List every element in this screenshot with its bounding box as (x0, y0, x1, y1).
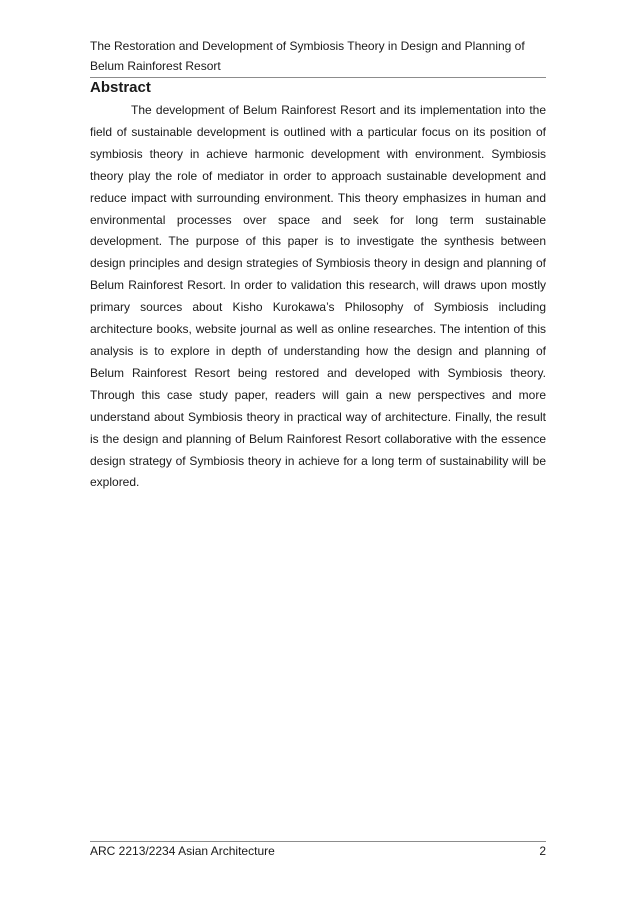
abstract-heading: Abstract (90, 79, 151, 96)
abstract-paragraph: The development of Belum Rainforest Resort and its implementation into the field of sustainable development is outlined with a particular focus on its position of symbiosis theory in achieve harmonic development with environment. Symbiosis theory play the role of mediator in order to approach sustainable development and reduce impact with surrounding environment. This theory emphasizes in human and environmental processes over space and seek for long term sustainable development. The purpose of this paper is to investigate the synthesis between design principles and design strategies of Symbiosis theory in design and planning of Belum Rainforest Resort. In order to validation this research, will draws upon mostly primary sources about Kisho Kurokawa’s Philosophy of Symbiosis including architecture books, website journal as well as online researches. The intention of this analysis is to explore in depth of understanding how the design and planning of Belum Rainforest Resort being restored and developed with Symbiosis theory. Through this case study paper, readers will gain a new perspectives and more understand about Symbiosis theory in practical way of architecture. Finally, the result is the design and planning of Belum Rainforest Resort collaborative with the essence design strategy of Symbiosis theory in achieve for a long term of sustainability will be explored. (90, 103, 546, 490)
page-number: 2 (539, 844, 546, 858)
footer-course-label: ARC 2213/2234 Asian Architecture (90, 844, 275, 858)
footer-divider (90, 841, 546, 842)
header-divider (90, 77, 546, 78)
running-header: The Restoration and Development of Symbiosis Theory in Design and Planning of Belum Rainforest Resort (90, 39, 525, 73)
